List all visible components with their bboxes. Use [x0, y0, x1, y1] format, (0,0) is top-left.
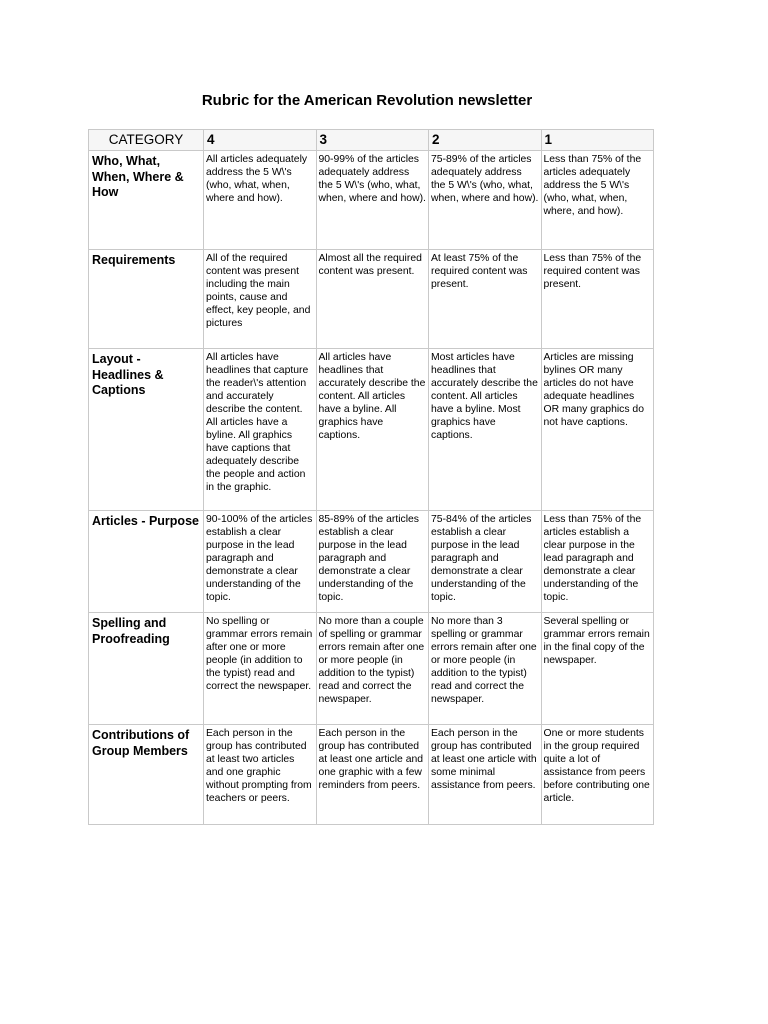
table-cell: 85-89% of the articles establish a clear purpose in the lead paragraph and demonstrate a clear understanding of the topic. [316, 511, 429, 613]
rubric-table [88, 129, 654, 825]
table-cell: No more than a couple of spelling or grammar errors remain after one or more people (in addition to the typist) read and correct the newspaper. [316, 613, 429, 725]
row-category: Contributions of Group Members [89, 725, 204, 825]
table-cell: One or more students in the group required quite a lot of assistance from peers before contributing one article. [541, 725, 654, 825]
table-cell: Most articles have headlines that accurately describe the content. All articles have a byline. Most graphics have captions. [429, 349, 542, 511]
table-row [89, 250, 654, 349]
row-category: Who, What, When, Where & How [89, 151, 204, 250]
table-cell: At least 75% of the required content was present. [429, 250, 542, 349]
table-cell: Articles are missing bylines OR many articles do not have adequate headlines OR many graphics do not have captions. [541, 349, 654, 511]
table-cell: Less than 75% of the articles adequately address the 5 W\'s (who, what, when, where, and how). [541, 151, 654, 250]
row-category: Requirements [89, 250, 204, 349]
header-category: CATEGORY [89, 130, 204, 151]
table-cell: 90-99% of the articles adequately address the 5 W\'s (who, what, when, where and how). [316, 151, 429, 250]
table-cell: All articles have headlines that accurately describe the content. All articles have a byline. All graphics have captions. [316, 349, 429, 511]
table-cell: Less than 75% of the required content was present. [541, 250, 654, 349]
header-level-1: 1 [541, 130, 654, 151]
table-row [89, 151, 654, 250]
header-level-3: 3 [316, 130, 429, 151]
table-cell: All articles have headlines that capture the reader\'s attention and accurately describe the content. All articles have a byline. All graphics have captions that adequately describe the people and action in the graphic. [204, 349, 317, 511]
table-cell: All of the required content was present including the main points, cause and effect, key people, and pictures [204, 250, 317, 349]
table-cell: Less than 75% of the articles establish a clear purpose in the lead paragraph and demonstrate a clear understanding of the topic. [541, 511, 654, 613]
row-category: Articles - Purpose [89, 511, 204, 613]
table-cell: All articles adequately address the 5 W\'s (who, what, when, where and how). [204, 151, 317, 250]
row-category: Spelling and Proofreading [89, 613, 204, 725]
table-cell: 75-89% of the articles adequately address the 5 W\'s (who, what, when, where and how). [429, 151, 542, 250]
table-row [89, 511, 654, 613]
table-cell: Each person in the group has contributed at least one article and one graphic with a few reminders from peers. [316, 725, 429, 825]
table-cell: Each person in the group has contributed at least two articles and one graphic without prompting from teachers or peers. [204, 725, 317, 825]
document-title: Rubric for the American Revolution newsletter [201, 92, 533, 109]
table-row [89, 725, 654, 825]
table-cell: Several spelling or grammar errors remain in the final copy of the newspaper. [541, 613, 654, 725]
table-cell: 90-100% of the articles establish a clear purpose in the lead paragraph and demonstrate a clear understanding of the topic. [204, 511, 317, 613]
table-cell: Almost all the required content was present. [316, 250, 429, 349]
table-row [89, 613, 654, 725]
table-cell: No spelling or grammar errors remain after one or more people (in addition to the typist) read and correct the newspaper. [204, 613, 317, 725]
table-cell: 75-84% of the articles establish a clear purpose in the lead paragraph and demonstrate a clear understanding of the topic. [429, 511, 542, 613]
row-category: Layout - Headlines & Captions [89, 349, 204, 511]
header-level-2: 2 [429, 130, 542, 151]
header-level-4: 4 [204, 130, 317, 151]
table-cell: Each person in the group has contributed at least one article with some minimal assistance from peers. [429, 725, 542, 825]
table-cell: No more than 3 spelling or grammar errors remain after one or more people (in addition to the typist) read and correct the newspaper. [429, 613, 542, 725]
table-header-row [89, 130, 654, 151]
table-row [89, 349, 654, 511]
